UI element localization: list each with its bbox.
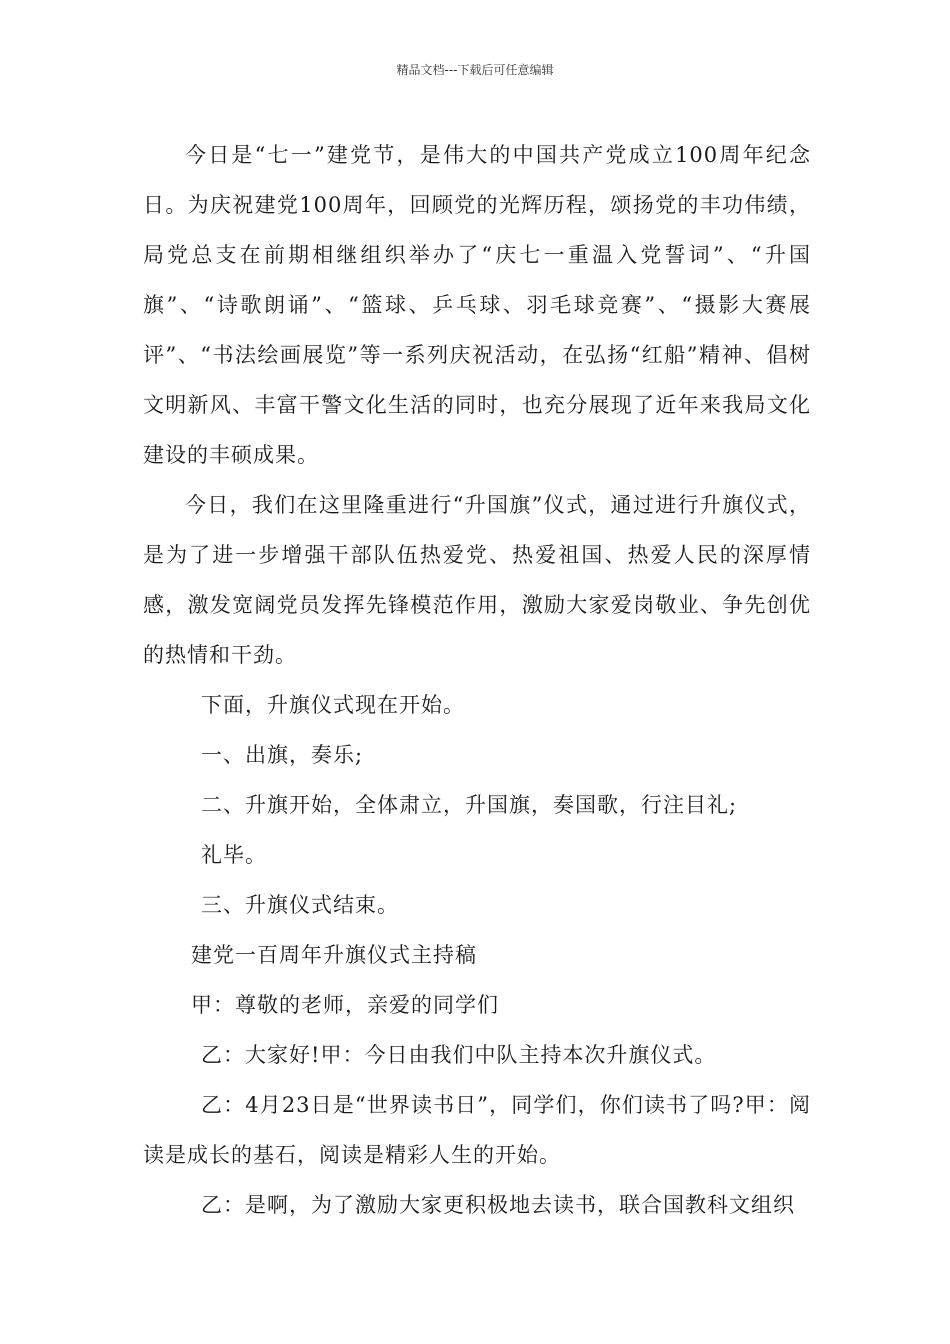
step-one: 一、出旗，奏乐; [201, 743, 364, 767]
page-header: 精品文档---下载后可任意编辑 [396, 63, 554, 77]
dialogue-reading-day: 乙：4月23日是“世界读书日”，同学们，你们读书了吗?甲：阅读是成长的基石，阅读是精彩人生的开始。 [143, 1093, 811, 1167]
document-body [143, 130, 811, 1230]
step-two-complete: 礼毕。 [201, 843, 267, 867]
step-three: 三、升旗仪式结束。 [201, 893, 399, 917]
dialogue-yi-unesco: 乙：是啊，为了激励大家更积极地去读书，联合国教科文组织 [201, 1193, 795, 1217]
dialogue-yi-greeting: 乙：大家好!甲：今日由我们中队主持本次升旗仪式。 [201, 1043, 717, 1067]
step-two: 二、升旗开始，全体肃立，升国旗，奏国歌，行注目礼; [201, 793, 738, 817]
section-title: 建党一百周年升旗仪式主持稿 [191, 943, 477, 967]
dialogue-jia-greeting: 甲：尊敬的老师，亲爱的同学们 [191, 993, 499, 1017]
paragraph-ceremony-start: 下面，升旗仪式现在开始。 [201, 693, 465, 717]
paragraph-ceremony-purpose: 今日，我们在这里隆重进行“升国旗”仪式，通过进行升旗仪式，是为了进一步增强干部队伍热爱党、热爱祖国、热爱人民的深厚情感，激发宽阔党员发挥先锋模范作用，激励大家爱岗敬业、争先创优的热情和干劲。 [143, 493, 811, 667]
paragraph-intro: 今日是“七一”建党节，是伟大的中国共产党成立100周年纪念日。为庆祝建党100周年，回顾党的光辉历程，颂扬党的丰功伟绩，局党总支在前期相继组织举办了“庆七一重温入党誓词”、“升国旗”、“诗歌朗诵”、“篮球、乒乓球、羽毛球竞赛”、“摄影大赛展评”、“书法绘画展览”等一系列庆祝活动，在弘扬“红船”精神、倡树文明新风、丰富干警文化生活的同时，也充分展现了近年来我局文化建设的丰硕成果。 [143, 143, 811, 467]
